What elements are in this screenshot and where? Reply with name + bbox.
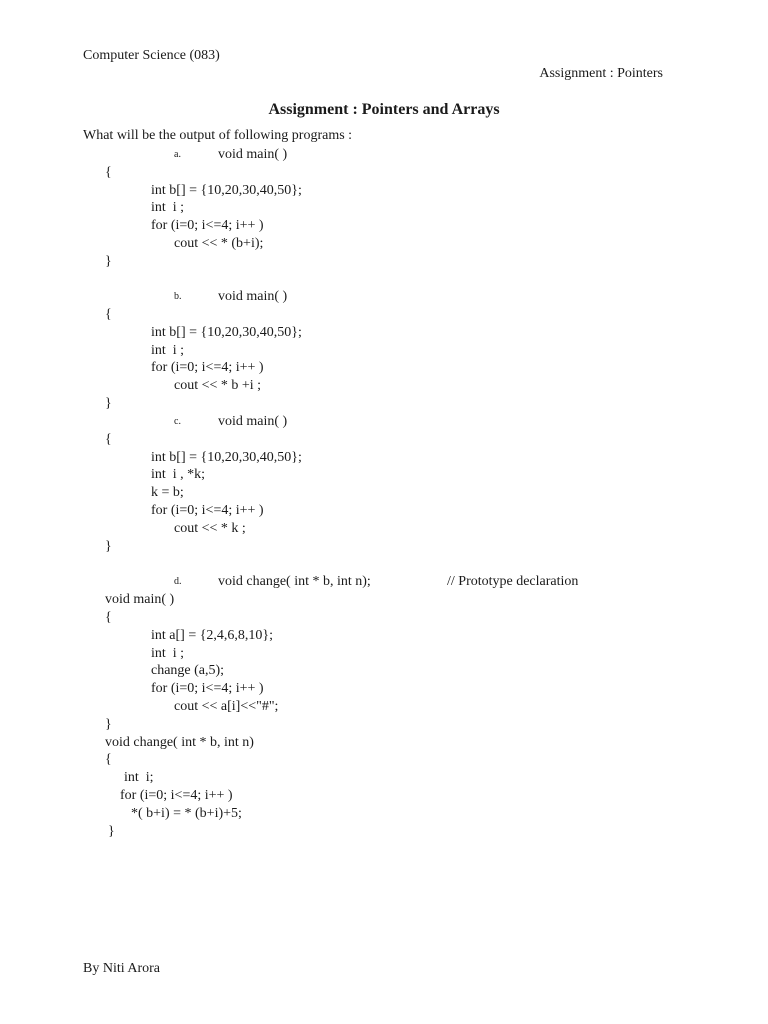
prototype-comment: // Prototype declaration [447, 574, 579, 589]
instructions: What will be the output of following programs : [83, 128, 353, 143]
code-line: { [105, 610, 112, 625]
question-c-label: c. [174, 416, 181, 427]
code-line: } [105, 539, 112, 554]
code-line: void change( int * b, int n) [105, 735, 254, 750]
code-line: for (i=0; i<=4; i++ ) [151, 360, 264, 375]
code-line: *( b+i) = * (b+i)+5; [131, 806, 242, 821]
code-line: } [105, 396, 112, 411]
page-title: Assignment : Pointers and Arrays [268, 101, 500, 118]
code-line: { [105, 432, 112, 447]
code-line: int i ; [151, 646, 185, 661]
code-line: { [105, 165, 112, 180]
code-line: int b[] = {10,20,30,40,50}; [151, 450, 302, 465]
code-line: { [105, 307, 112, 322]
code-line: int i; [124, 770, 154, 785]
question-b-head: void main( ) [218, 289, 288, 304]
code-line: change (a,5); [151, 663, 225, 678]
code-line: void main( ) [105, 592, 175, 607]
code-line: int b[] = {10,20,30,40,50}; [151, 183, 302, 198]
code-line: for (i=0; i<=4; i++ ) [151, 681, 264, 696]
question-a-head: void main( ) [218, 147, 288, 162]
code-line: int i ; [151, 343, 185, 358]
code-line: } [108, 824, 115, 839]
assignment-tag: Assignment : Pointers [539, 66, 663, 81]
code-line: for (i=0; i<=4; i++ ) [151, 503, 264, 518]
code-line: int i ; [151, 200, 185, 215]
code-line: int b[] = {10,20,30,40,50}; [151, 325, 302, 340]
question-d-head: void change( int * b, int n); [218, 574, 371, 589]
code-line: for (i=0; i<=4; i++ ) [151, 218, 264, 233]
question-d-label: d. [174, 576, 182, 587]
code-line: int a[] = {2,4,6,8,10}; [151, 628, 274, 643]
author-footer: By Niti Arora [83, 961, 160, 976]
code-line: int i , *k; [151, 467, 206, 482]
code-line: for (i=0; i<=4; i++ ) [120, 788, 233, 803]
code-line: cout << a[i]<<"#"; [174, 699, 279, 714]
code-line: cout << * k ; [174, 521, 246, 536]
code-line: k = b; [151, 485, 184, 500]
question-b-label: b. [174, 291, 182, 302]
code-line: cout << * b +i ; [174, 378, 262, 393]
question-a-label: a. [174, 149, 181, 160]
code-line: { [105, 752, 112, 767]
course-header: Computer Science (083) [83, 48, 220, 63]
code-line: } [105, 254, 112, 269]
code-line: cout << * (b+i); [174, 236, 264, 251]
code-line: } [105, 717, 112, 732]
question-c-head: void main( ) [218, 414, 288, 429]
